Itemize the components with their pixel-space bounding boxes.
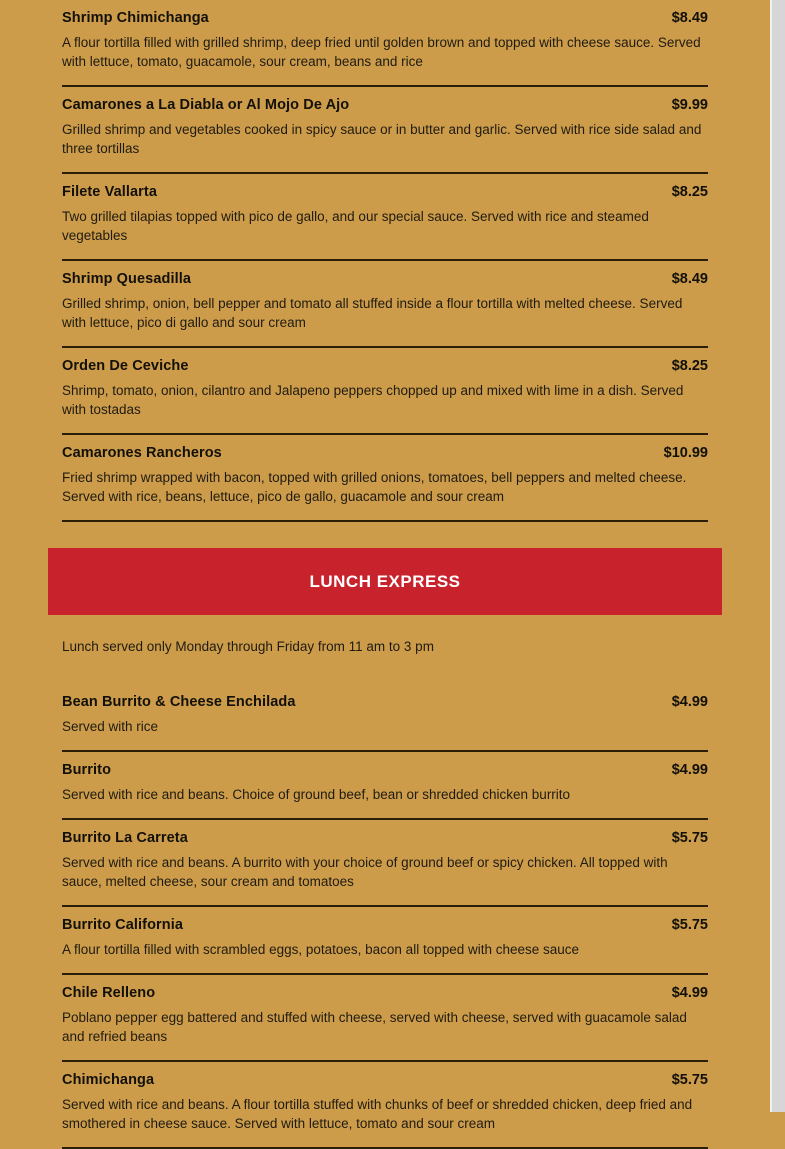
item-name: Shrimp Chimichanga [62, 10, 209, 26]
item-price: $5.75 [671, 830, 708, 846]
item-header [62, 694, 708, 710]
item-price: $8.25 [671, 184, 708, 200]
item-description: Poblano pepper egg battered and stuffed with cheese, served with cheese, served with guacamole salad and refried beans [62, 1010, 687, 1044]
menu-item [62, 435, 708, 522]
lunch-hours-note: Lunch served only Monday through Friday from 11 am to 3 pm [62, 639, 434, 654]
item-header [62, 97, 708, 113]
menu-item [62, 820, 708, 907]
item-header [62, 917, 708, 933]
section-title: LUNCH EXPRESS [309, 571, 461, 591]
menu-item [62, 0, 708, 87]
item-name: Chile Relleno [62, 985, 156, 1001]
item-price: $5.75 [671, 1072, 708, 1088]
item-price: $8.49 [671, 271, 708, 287]
item-header [62, 1072, 708, 1088]
item-name: Bean Burrito & Cheese Enchilada [62, 694, 296, 710]
item-header [62, 184, 708, 200]
menu-item [62, 348, 708, 435]
menu-item [62, 87, 708, 174]
item-price: $8.25 [671, 358, 708, 374]
item-description: Served with rice [62, 719, 159, 734]
item-price: $8.49 [671, 10, 708, 26]
item-price: $4.99 [671, 762, 708, 778]
item-description: Two grilled tilapias topped with pico de gallo, and our special sauce. Served with rice and steamed vegetables [62, 209, 649, 243]
item-description: Served with rice and beans. A flour tortilla stuffed with chunks of beef or shredded chicken, deep fried and smothered in cheese sauce. Served with lettuce, tomato and sour cream [62, 1097, 693, 1131]
item-name: Filete Vallarta [62, 184, 157, 200]
menu-item [62, 684, 708, 752]
menu-item [62, 1062, 708, 1149]
item-description: Served with rice and beans. Choice of ground beef, bean or shredded chicken burrito [62, 787, 571, 802]
item-description: A flour tortilla filled with scrambled eggs, potatoes, bacon all topped with cheese sauce [62, 942, 580, 957]
seafood-section [48, 0, 722, 522]
menu-item [62, 907, 708, 975]
item-price: $10.99 [663, 445, 708, 461]
item-name: Burrito La Carreta [62, 830, 188, 846]
item-header [62, 445, 708, 461]
item-description: Fried shrimp wrapped with bacon, topped with grilled onions, tomatoes, bell peppers and melted cheese. Served with rice, beans, lettuce, pico de gallo, guacamole and sour cream [62, 470, 687, 504]
scrollbar-track[interactable] [770, 0, 785, 1112]
item-name: Camarones a La Diabla or Al Mojo De Ajo [62, 97, 350, 113]
item-header [62, 830, 708, 846]
menu-item [62, 975, 708, 1062]
item-description: Grilled shrimp, onion, bell pepper and tomato all stuffed inside a flour tortilla with melted cheese. Served with lettuce, pico di gallo and sour cream [62, 296, 683, 330]
item-name: Burrito California [62, 917, 184, 933]
item-price: $4.99 [671, 985, 708, 1001]
item-name: Burrito [62, 762, 112, 778]
item-header [62, 271, 708, 287]
item-price: $4.99 [671, 694, 708, 710]
item-description: Served with rice and beans. A burrito with your choice of ground beef or spicy chicken. All topped with sauce, melted cheese, sour cream and tomatoes [62, 855, 668, 889]
item-header [62, 762, 708, 778]
item-name: Orden De Ceviche [62, 358, 189, 374]
item-name: Camarones Rancheros [62, 445, 222, 461]
item-description: Grilled shrimp and vegetables cooked in spicy sauce or in butter and garlic. Served with rice side salad and three tortillas [62, 122, 702, 156]
item-header [62, 985, 708, 1001]
item-price: $5.75 [671, 917, 708, 933]
lunch-section [48, 684, 722, 1149]
item-name: Shrimp Quesadilla [62, 271, 192, 287]
lunch-express-banner [48, 548, 722, 615]
item-description: Shrimp, tomato, onion, cilantro and Jalapeno peppers chopped up and mixed with lime in a dish. Served with tostadas [62, 383, 684, 417]
menu-item [62, 261, 708, 348]
item-price: $9.99 [671, 97, 708, 113]
menu-item [62, 752, 708, 820]
item-description: A flour tortilla filled with grilled shrimp, deep fried until golden brown and topped with cheese sauce. Served with lettuce, tomato, guacamole, sour cream, beans and rice [62, 35, 701, 69]
menu-item [62, 174, 708, 261]
item-header [62, 358, 708, 374]
item-name: Chimichanga [62, 1072, 155, 1088]
item-header [62, 10, 708, 26]
menu-page [48, 0, 722, 1149]
